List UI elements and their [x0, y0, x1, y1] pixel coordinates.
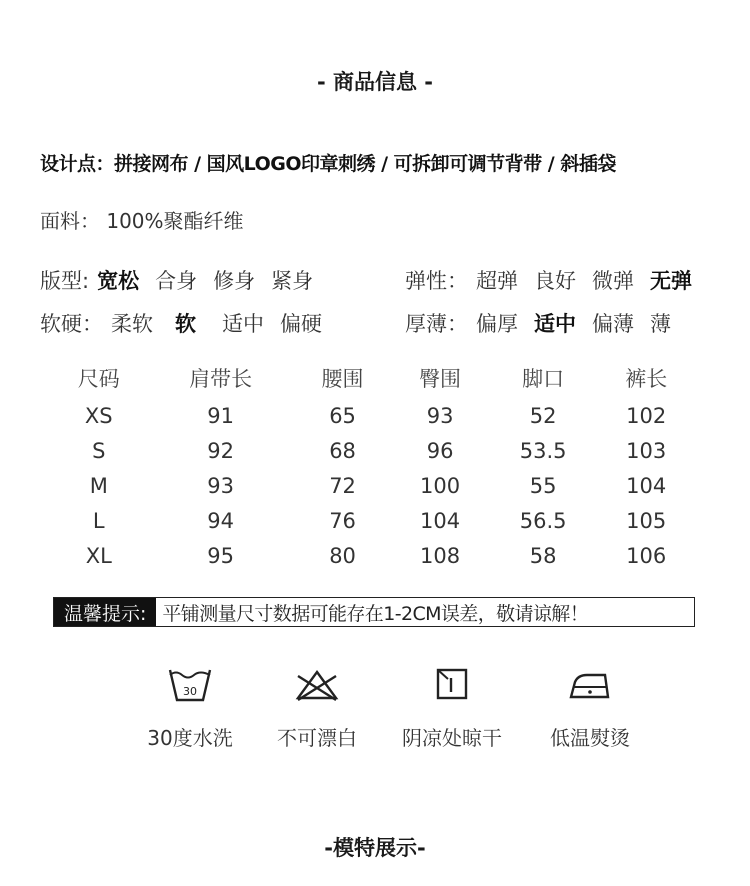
elasticity-option-slight: 微弹 [592, 269, 634, 293]
table-cell: 92 [207, 438, 235, 463]
fit-option-tight: 紧身 [271, 269, 314, 293]
wash-30-icon [167, 664, 213, 704]
table-cell: 102 [626, 403, 667, 428]
care-label-iron: 低温熨烫 [550, 726, 630, 750]
thickness-option-thick: 偏厚 [476, 312, 518, 336]
fit-option-loose: 宽松 [97, 269, 140, 293]
care-item-wash [120, 664, 260, 751]
table-cell: 94 [207, 508, 235, 533]
elasticity-attribute [405, 265, 708, 295]
table-row [50, 538, 695, 573]
table-cell: 80 [329, 543, 356, 568]
dry-in-shade-icon [429, 664, 475, 704]
care-label-bleach: 不可漂白 [277, 726, 357, 750]
table-cell: 52 [529, 403, 557, 428]
softness-option-medium: 适中 [222, 312, 264, 336]
softness-option-hard: 偏硬 [280, 312, 322, 336]
table-cell: 58 [529, 543, 557, 568]
thickness-option-thin: 薄 [650, 312, 671, 336]
softness-label: 软硬： [40, 312, 103, 336]
care-label-dry: 阴凉处晾干 [402, 726, 502, 750]
table-cell: 53.5 [519, 438, 567, 463]
thickness-attribute [405, 308, 687, 338]
table-row [50, 468, 695, 503]
notice-label: 温馨提示: [54, 598, 156, 626]
elasticity-option-none: 无弹 [650, 269, 692, 293]
table-cell: L [92, 508, 105, 533]
table-cell: 72 [329, 473, 356, 498]
table-cell: 106 [626, 543, 667, 568]
model-display-title: -模特展示- [324, 836, 426, 860]
fit-option-regular: 合身 [155, 269, 198, 293]
fit-label: 版型: [40, 269, 90, 293]
table-row [50, 433, 695, 468]
fit-attribute [40, 265, 329, 295]
softness-option-soft: 软 [175, 312, 196, 336]
care-item-bleach [247, 664, 387, 751]
table-cell: 65 [329, 403, 356, 428]
elasticity-label: 弹性： [405, 269, 468, 293]
product-info-title: - 商品信息 - [316, 70, 434, 94]
table-cell: 105 [626, 508, 667, 533]
table-cell: 91 [207, 403, 235, 428]
table-cell: 76 [329, 508, 356, 533]
table-cell: 93 [207, 473, 235, 498]
table-row [50, 503, 695, 538]
notice-text: 平铺测量尺寸数据可能存在1-2CM误差，敬请谅解！ [162, 602, 589, 625]
table-cell: 104 [420, 508, 461, 533]
softness-attribute [40, 308, 338, 338]
care-label-wash: 30度水洗 [147, 726, 233, 750]
header-strap-length: 肩带长 [189, 367, 253, 391]
size-table-header [50, 358, 695, 398]
elasticity-option-super: 超弹 [476, 269, 518, 293]
fabric-info: 面料： 100%聚酯纤维 [40, 209, 244, 233]
table-cell: 96 [426, 438, 454, 463]
low-temp-iron-icon [565, 664, 615, 704]
table-cell: 56.5 [519, 508, 567, 533]
care-item-dry [382, 664, 522, 751]
thickness-option-thinnish: 偏薄 [592, 312, 634, 336]
table-cell: XS [84, 403, 113, 428]
table-cell: M [89, 473, 108, 498]
table-cell: 93 [426, 403, 454, 428]
fit-option-slim: 修身 [213, 269, 256, 293]
table-cell: 95 [207, 543, 235, 568]
wash-temp-text: 30 [183, 685, 197, 698]
elasticity-option-good: 良好 [534, 269, 576, 293]
thickness-label: 厚薄： [405, 312, 468, 336]
table-cell: 108 [420, 543, 461, 568]
header-leg-opening: 脚口 [522, 367, 565, 391]
no-bleach-icon [294, 664, 340, 704]
table-row [50, 398, 695, 433]
table-cell: 104 [626, 473, 667, 498]
header-size: 尺码 [77, 367, 120, 391]
thickness-option-medium: 适中 [534, 312, 576, 336]
table-cell: XL [85, 543, 112, 568]
header-pants-length: 裤长 [625, 367, 668, 391]
table-cell: 100 [420, 473, 461, 498]
header-waist: 腰围 [321, 367, 364, 391]
table-cell: 103 [626, 438, 667, 463]
softness-option-very-soft: 柔软 [111, 312, 153, 336]
measurement-notice [53, 597, 695, 627]
care-item-iron [520, 664, 660, 751]
header-hip: 臀围 [419, 367, 462, 391]
size-table [50, 358, 695, 573]
design-points: 设计点：拼接网布 / 国风LOGO印章刺绣 / 可拆卸可调节背带 / 斜插袋 [40, 153, 616, 175]
table-cell: 55 [529, 473, 557, 498]
table-cell: S [92, 438, 106, 463]
table-cell: 68 [329, 438, 356, 463]
